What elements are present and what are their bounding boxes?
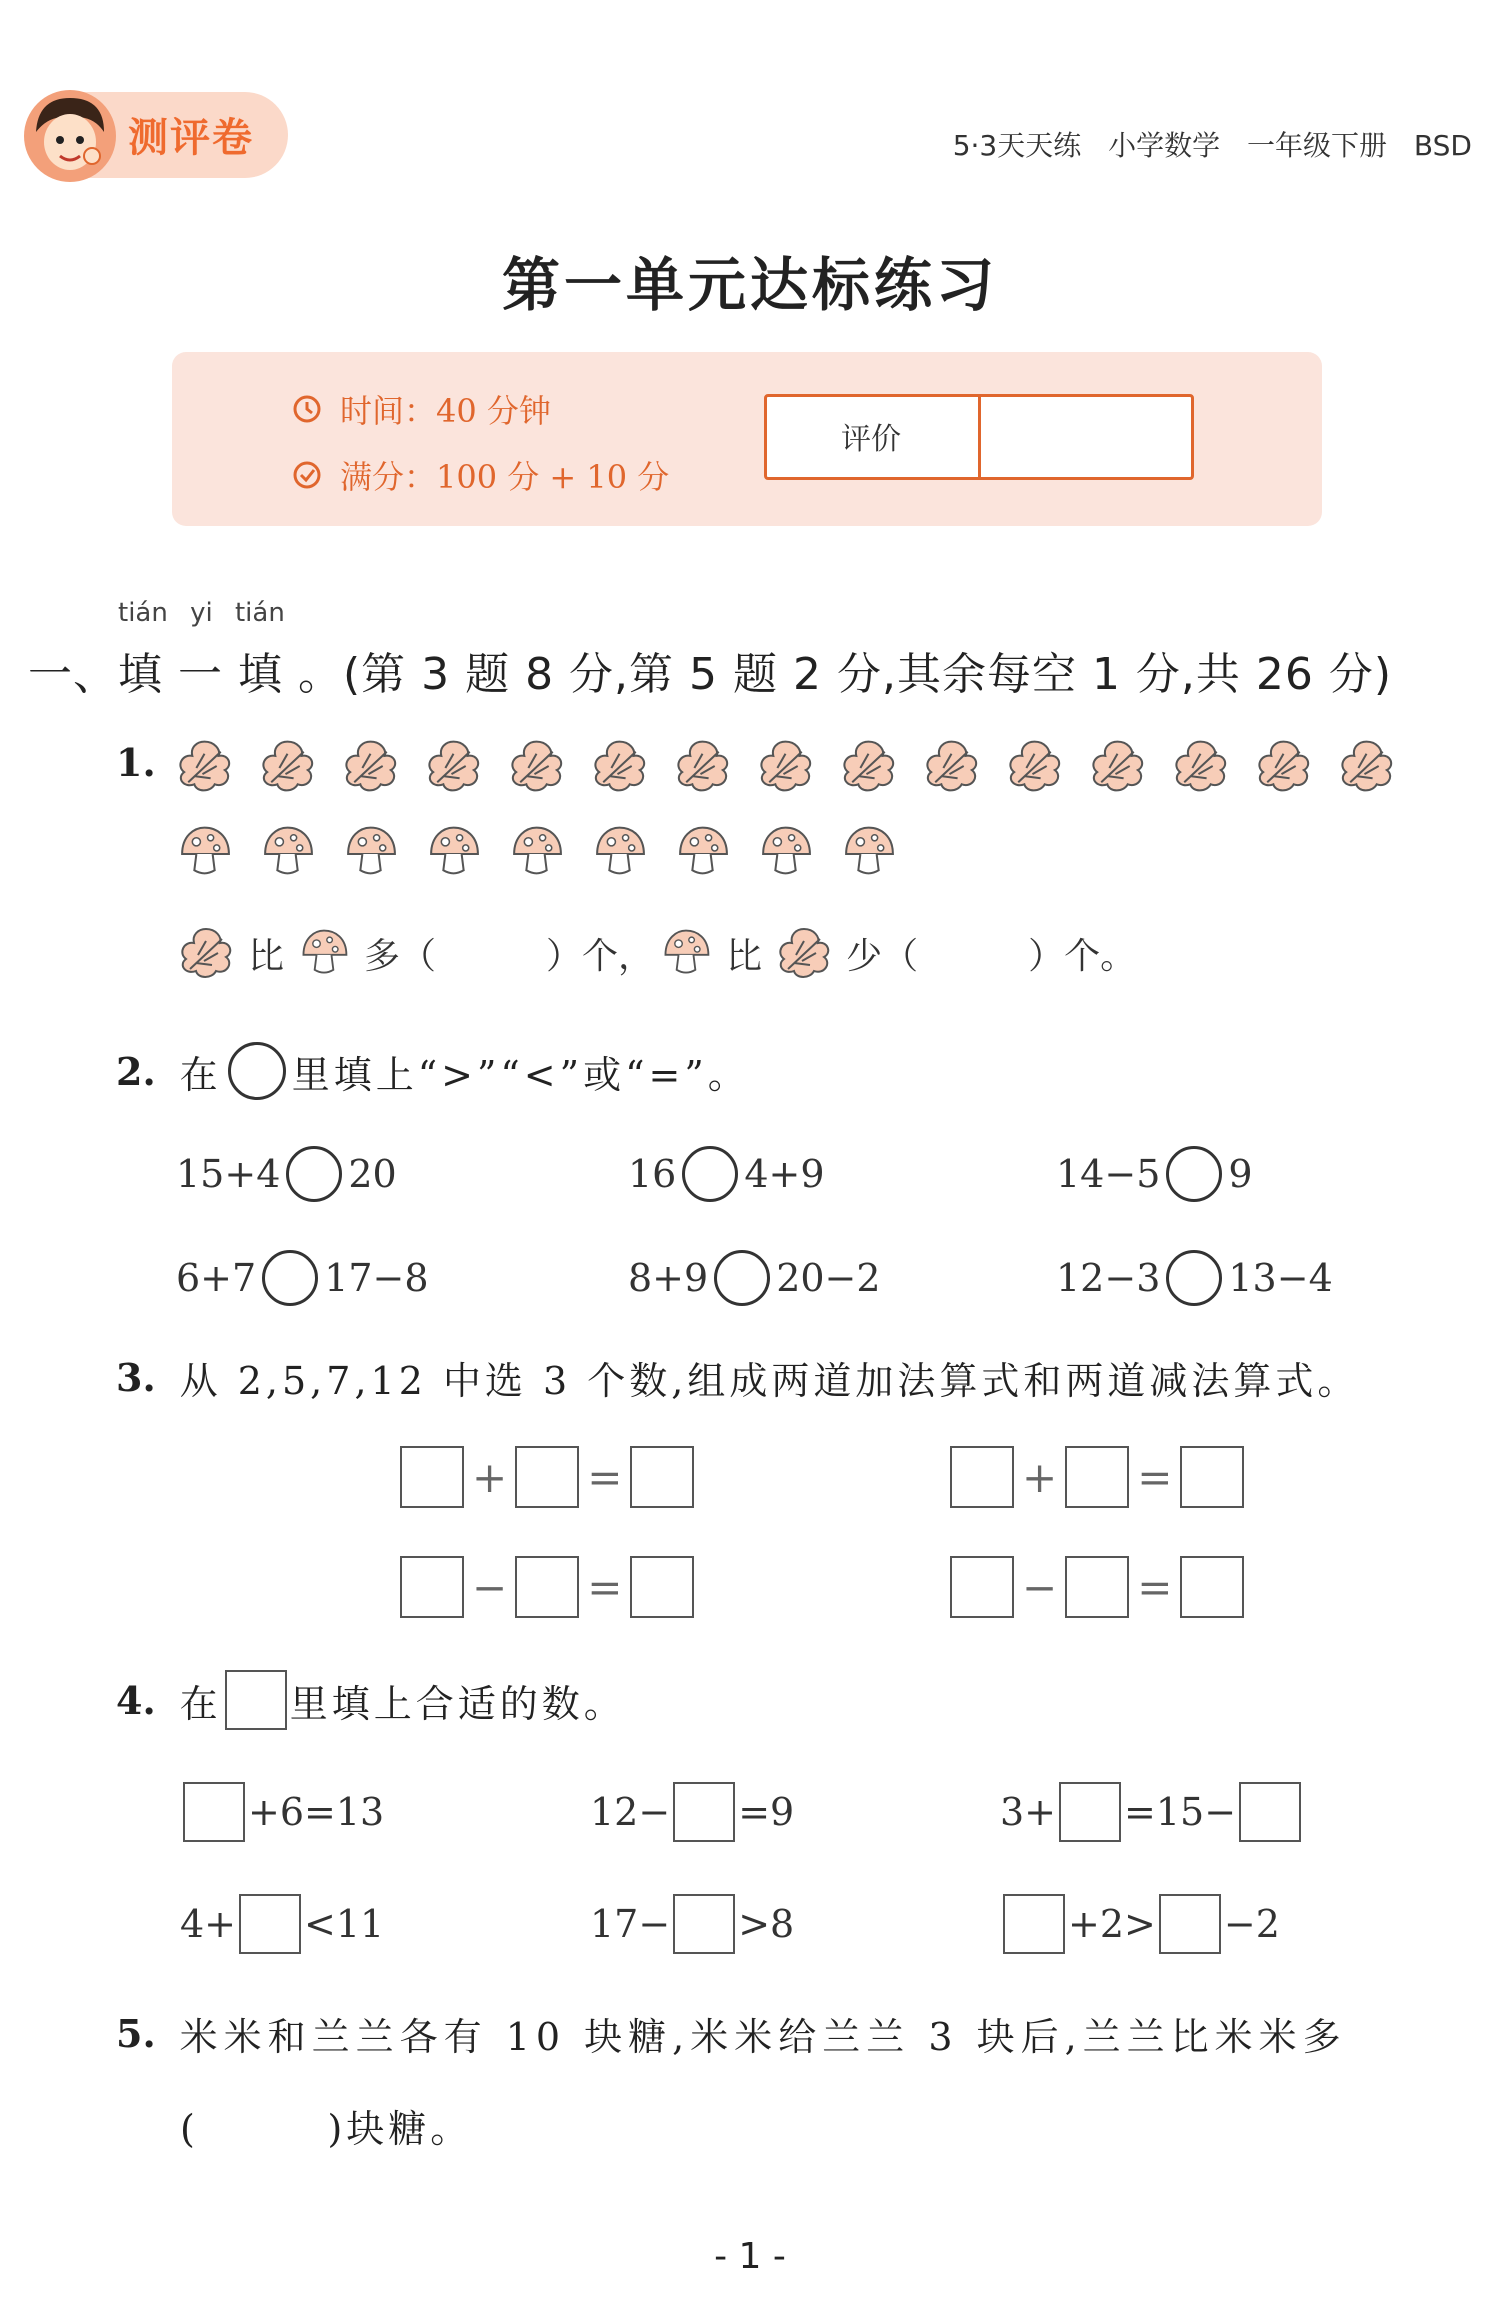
comparison-item xyxy=(628,1250,881,1306)
q4-eq-1-text: +6=13 xyxy=(248,1790,385,1834)
operator-sign: + xyxy=(1022,1452,1058,1502)
equals-sign: = xyxy=(587,1452,623,1502)
evaluation-divider xyxy=(978,394,981,480)
mushroom-icon xyxy=(174,822,235,882)
answer-box[interactable] xyxy=(183,1782,245,1842)
comparison-right: 4+9 xyxy=(744,1152,825,1196)
leaf-icon xyxy=(774,925,834,981)
leaf-icon xyxy=(921,736,982,796)
q4-prompt-pre: 在 xyxy=(179,1681,222,1726)
answer-box[interactable] xyxy=(630,1556,694,1618)
mushroom-icon xyxy=(257,822,318,882)
q1-number: 1. xyxy=(116,740,156,785)
answer-circle[interactable] xyxy=(1166,1146,1222,1202)
answer-box[interactable] xyxy=(950,1446,1014,1508)
q5-text-1: 米米和兰兰各有 10 块糖,米米给兰兰 3 块后,兰兰比米米多 xyxy=(179,2015,1347,2059)
check-circle-icon xyxy=(292,460,322,490)
q1-compare-line xyxy=(176,918,1136,988)
q4-eq-4-post: <11 xyxy=(304,1902,385,1946)
compare-duo: 多（ xyxy=(364,935,437,977)
compare-ge-2: ）个。 xyxy=(1028,935,1137,977)
compare-ge-1: ）个， xyxy=(546,935,655,977)
comparison-item xyxy=(176,1250,429,1306)
q4-eq-6-post: −2 xyxy=(1223,1902,1280,1946)
section-pinyin: tián yi tián xyxy=(118,598,285,628)
q4-eq-3-pre: 3+ xyxy=(1000,1790,1057,1834)
q4-eq-6-mid: +2> xyxy=(1068,1902,1156,1946)
answer-circle[interactable] xyxy=(262,1250,318,1306)
q4-eq-6 xyxy=(1000,1894,1280,1954)
equals-sign: = xyxy=(1137,1562,1173,1612)
mushroom-icon xyxy=(658,925,714,981)
comparison-item xyxy=(1056,1250,1333,1306)
answer-box[interactable] xyxy=(673,1782,735,1842)
score-line xyxy=(292,452,669,498)
q4-prompt xyxy=(116,1670,626,1730)
q3-number: 3. xyxy=(116,1355,156,1400)
q4-eq-2-pre: 12− xyxy=(590,1790,671,1834)
q2-number: 2. xyxy=(116,1048,156,1094)
leaf-icon xyxy=(755,736,816,796)
q2-prompt-pre: 在 xyxy=(179,1052,222,1097)
answer-box[interactable] xyxy=(1059,1782,1121,1842)
mushroom-icon xyxy=(423,822,484,882)
comparison-left: 6+7 xyxy=(176,1256,257,1300)
q5-number: 5. xyxy=(116,2011,156,2056)
mushroom-icon xyxy=(672,822,733,882)
mushroom-icon xyxy=(506,822,567,882)
comparison-right: 20 xyxy=(348,1152,397,1196)
operator-sign: + xyxy=(472,1452,508,1502)
q4-eq-1 xyxy=(180,1782,384,1842)
comparison-left: 16 xyxy=(628,1152,677,1196)
leaf-icon xyxy=(423,736,484,796)
answer-box[interactable] xyxy=(1065,1446,1129,1508)
answer-circle[interactable] xyxy=(682,1146,738,1202)
comparison-right: 13−4 xyxy=(1228,1256,1333,1300)
comparison-right: 20−2 xyxy=(776,1256,881,1300)
q4-eq-4-pre: 4+ xyxy=(180,1902,237,1946)
answer-box[interactable] xyxy=(239,1894,301,1954)
subtraction-equation xyxy=(400,1556,694,1618)
q5-text-2[interactable]: ( )块糖。 xyxy=(180,2107,473,2151)
q4-eq-4 xyxy=(180,1894,384,1954)
answer-box[interactable] xyxy=(400,1556,464,1618)
answer-box[interactable] xyxy=(673,1894,735,1954)
leaf-icon xyxy=(257,736,318,796)
answer-box[interactable] xyxy=(630,1446,694,1508)
comparison-item xyxy=(628,1146,825,1202)
evaluation-label: 评价 xyxy=(841,422,901,457)
answer-box[interactable] xyxy=(1065,1556,1129,1618)
answer-box[interactable] xyxy=(400,1446,464,1508)
q4-eq-5-post: >8 xyxy=(738,1902,795,1946)
q4-eq-3 xyxy=(1000,1782,1304,1842)
answer-box[interactable] xyxy=(1003,1894,1065,1954)
q4-number: 4. xyxy=(116,1677,156,1723)
time-line xyxy=(292,386,551,432)
mushroom-icon xyxy=(838,822,899,882)
q4-eq-5 xyxy=(590,1894,794,1954)
sample-circle xyxy=(228,1042,286,1100)
q4-eq-2 xyxy=(590,1782,794,1842)
comparison-left: 8+9 xyxy=(628,1256,709,1300)
compare-bi-2: 比 xyxy=(726,935,763,977)
subtraction-equation xyxy=(950,1556,1244,1618)
q4-prompt-post: 里填上合适的数。 xyxy=(289,1681,626,1726)
answer-circle[interactable] xyxy=(714,1250,770,1306)
leaf-icon xyxy=(672,736,733,796)
answer-box[interactable] xyxy=(515,1446,579,1508)
leaf-icon xyxy=(340,736,401,796)
q2-prompt-post: 里填上“>”“<”或“=”。 xyxy=(291,1052,750,1097)
q4-eq-2-post: =9 xyxy=(738,1790,795,1834)
leaf-icon xyxy=(1087,736,1148,796)
addition-equation xyxy=(950,1446,1244,1508)
operator-sign: − xyxy=(1022,1562,1058,1612)
student-avatar-icon xyxy=(22,88,118,184)
compare-bi-1: 比 xyxy=(248,935,285,977)
operator-sign: − xyxy=(472,1562,508,1612)
page-title: 第一单元达标练习 xyxy=(501,251,998,319)
answer-circle[interactable] xyxy=(286,1146,342,1202)
sample-box xyxy=(225,1670,287,1730)
leaf-icon xyxy=(1253,736,1314,796)
leaf-icon xyxy=(176,925,236,981)
leaf-icon xyxy=(1004,736,1065,796)
leaf-row xyxy=(174,736,1424,806)
q3-prompt xyxy=(116,1350,1359,1405)
answer-box[interactable] xyxy=(515,1556,579,1618)
answer-box[interactable] xyxy=(950,1556,1014,1618)
q5-line-1 xyxy=(116,2006,1347,2061)
series-info: 5·3天天练 小学数学 一年级下册 BSD xyxy=(952,129,1472,162)
equals-sign: = xyxy=(1137,1452,1173,1502)
leaf-icon xyxy=(838,736,899,796)
mushroom-icon xyxy=(340,822,401,882)
time-label: 时间：40 分钟 xyxy=(340,392,551,430)
answer-circle[interactable] xyxy=(1166,1250,1222,1306)
q4-eq-5-pre: 17− xyxy=(590,1902,671,1946)
addition-equation xyxy=(400,1446,694,1508)
leaf-icon xyxy=(174,736,235,796)
q4-eq-3-mid: =15− xyxy=(1124,1790,1237,1834)
comparison-item xyxy=(176,1146,397,1202)
comparison-item xyxy=(1056,1146,1253,1202)
leaf-icon xyxy=(506,736,567,796)
leaf-icon xyxy=(1336,736,1397,796)
score-label: 满分：100 分 + 10 分 xyxy=(340,458,670,496)
mushroom-icon xyxy=(296,925,352,981)
leaf-icon xyxy=(1170,736,1231,796)
q2-prompt xyxy=(116,1042,750,1100)
clock-icon xyxy=(292,394,322,424)
leaf-icon xyxy=(589,736,650,796)
comparison-left: 15+4 xyxy=(176,1152,281,1196)
mushroom-icon xyxy=(589,822,650,882)
q3-prompt-text: 从 2,5,7,12 中选 3 个数,组成两道加法算式和两道减法算式。 xyxy=(179,1359,1360,1403)
equals-sign: = xyxy=(587,1562,623,1612)
answer-box[interactable] xyxy=(1180,1556,1244,1618)
mushroom-icon xyxy=(755,822,816,882)
badge-label: 测评卷 xyxy=(128,115,254,161)
comparison-right: 9 xyxy=(1228,1152,1253,1196)
section-heading: 一、填 一 填 。(第 3 题 8 分,第 5 题 2 分,其余每空 1 分,共 26 分) xyxy=(28,649,1393,700)
comparison-left: 14−5 xyxy=(1056,1152,1161,1196)
comparison-left: 12−3 xyxy=(1056,1256,1161,1300)
answer-box[interactable] xyxy=(1180,1446,1244,1508)
mushroom-row xyxy=(174,822,974,892)
answer-box[interactable] xyxy=(1239,1782,1301,1842)
answer-box[interactable] xyxy=(1159,1894,1221,1954)
compare-shao: 少（ xyxy=(846,935,919,977)
comparison-right: 17−8 xyxy=(324,1256,429,1300)
page-number: - 1 - xyxy=(714,2236,786,2277)
